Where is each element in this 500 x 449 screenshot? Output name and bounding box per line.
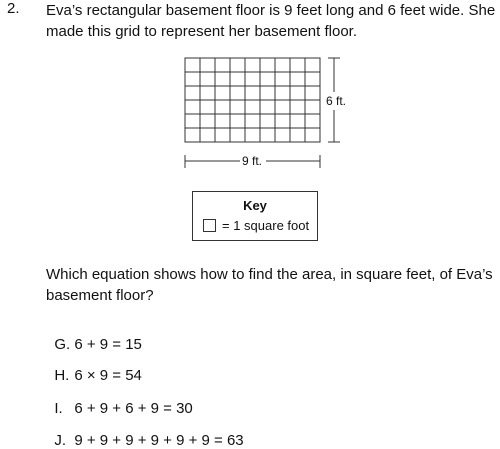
grid-cell xyxy=(245,58,260,72)
grid-cell xyxy=(275,114,290,128)
grid-cell xyxy=(260,128,275,142)
choice-letter: G. xyxy=(54,336,71,353)
grid-cell xyxy=(290,72,305,86)
grid-cell xyxy=(230,114,245,128)
grid-cell xyxy=(230,86,245,100)
key-text: = 1 square foot xyxy=(222,218,310,233)
grid-cell xyxy=(290,128,305,142)
grid-cell xyxy=(245,114,260,128)
choice-i[interactable] xyxy=(46,383,193,417)
grid-cell xyxy=(230,128,245,142)
grid-cell xyxy=(260,100,275,114)
grid-cell xyxy=(305,100,320,114)
grid-cell xyxy=(305,114,320,128)
choice-letter: I. xyxy=(54,400,63,417)
grid-cell xyxy=(260,114,275,128)
grid-cell xyxy=(245,72,260,86)
choice-text: 6 + 9 = 15 xyxy=(74,336,142,353)
question-text: Eva’s rectangular basement floor is 9 feet long and 6 feet wide. She made this grid to represent her basement floor. xyxy=(46,2,496,40)
grid-cell xyxy=(305,128,320,142)
grid-cell xyxy=(185,72,200,86)
width-dimension xyxy=(185,154,320,168)
grid-cell xyxy=(200,86,215,100)
choice-text: 6 + 9 + 6 + 9 = 30 xyxy=(74,400,193,417)
grid-cell xyxy=(260,86,275,100)
grid-cell xyxy=(245,86,260,100)
key-box xyxy=(192,191,318,241)
grid-cell xyxy=(245,128,260,142)
question-prompt: Which equation shows how to find the area, in square feet, of Eva’s basement floor? xyxy=(46,266,493,304)
grid-cell xyxy=(185,86,200,100)
height-label: 6 ft. xyxy=(326,94,347,108)
grid-cell xyxy=(215,58,230,72)
basement-grid-figure xyxy=(170,50,370,180)
grid-cell xyxy=(275,86,290,100)
grid-cell xyxy=(290,58,305,72)
choice-letter: H. xyxy=(54,367,70,384)
grid-cell xyxy=(230,58,245,72)
choice-letter: J. xyxy=(54,432,67,449)
choice-j[interactable] xyxy=(46,415,244,449)
grid-cell xyxy=(275,58,290,72)
grid-cell xyxy=(275,128,290,142)
grid-cell xyxy=(215,114,230,128)
grid-cell xyxy=(245,100,260,114)
grid-cell xyxy=(200,114,215,128)
grid-cell xyxy=(230,72,245,86)
width-label: 9 ft. xyxy=(242,154,263,168)
grid-cell xyxy=(200,128,215,142)
grid-cell xyxy=(275,100,290,114)
grid-cell xyxy=(260,58,275,72)
question-number: 2. xyxy=(7,0,20,17)
grid-cell xyxy=(260,72,275,86)
grid-cell xyxy=(305,86,320,100)
grid-cell xyxy=(290,114,305,128)
key-title: Key xyxy=(243,198,267,213)
grid-cell xyxy=(185,114,200,128)
grid-cell xyxy=(200,100,215,114)
height-dimension xyxy=(326,58,346,142)
grid-cell xyxy=(215,72,230,86)
grid-cell xyxy=(305,72,320,86)
grid-cell xyxy=(185,128,200,142)
grid-cell xyxy=(290,86,305,100)
choice-g[interactable] xyxy=(46,319,142,353)
grid-cell xyxy=(215,100,230,114)
choice-text: 9 + 9 + 9 + 9 + 9 + 9 = 63 xyxy=(74,432,244,449)
grid-cell xyxy=(200,72,215,86)
unit-square-icon xyxy=(203,219,216,232)
grid-cell xyxy=(290,100,305,114)
grid-cell xyxy=(185,58,200,72)
choice-text: 6 × 9 = 54 xyxy=(74,367,142,384)
basement-grid xyxy=(185,58,320,142)
grid-cell xyxy=(275,72,290,86)
grid-cell xyxy=(200,58,215,72)
grid-cell xyxy=(230,100,245,114)
grid-cell xyxy=(215,86,230,100)
grid-cell xyxy=(305,58,320,72)
grid-cell xyxy=(215,128,230,142)
grid-cell xyxy=(185,100,200,114)
choice-h[interactable] xyxy=(46,350,142,384)
